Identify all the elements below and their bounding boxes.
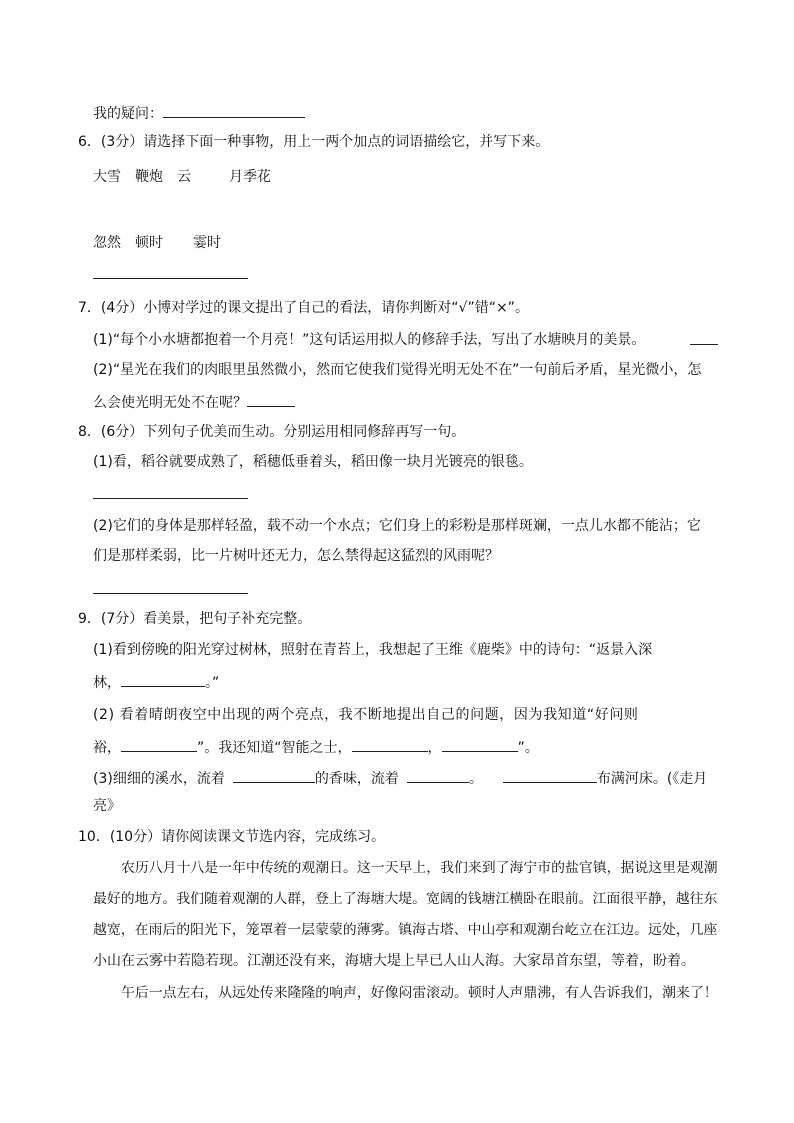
- option-thing: 月季花: [229, 169, 271, 185]
- question-6-header: 6．(3分）请选择下面一种事物，用上一两个加点的词语描绘它，并写下来。: [78, 134, 550, 150]
- passage-line: 午后一点左右，从远处传来隆隆的响声，好像闷雷滚动。顿时人声鼎沸，有人告诉我们，潮来了！: [121, 985, 718, 1001]
- question-6-words: [93, 233, 221, 253]
- question-9-item-3: [93, 766, 707, 789]
- item-text: 。”: [205, 675, 220, 691]
- answer-blank[interactable]: [233, 766, 315, 783]
- question-8-item-2-cont: 们是那样柔弱，比一片树叶还无力，怎么禁得起这猛烈的风雨呢？: [93, 548, 499, 564]
- item-text: ”。我还知道“智能之士，: [197, 740, 352, 756]
- answer-blank[interactable]: [163, 101, 305, 118]
- question-7-header: 7．(4分）小博对学过的课文提出了自己的看法，请你判断对“√”错“×”。: [78, 300, 529, 316]
- answer-line[interactable]: [93, 593, 248, 594]
- answer-line[interactable]: [93, 278, 248, 279]
- option-thing: 云: [177, 169, 191, 185]
- question-10-header: 10．(10分）请你阅读课文节选内容，完成练习。: [78, 829, 386, 845]
- item-text: ”。: [517, 740, 539, 756]
- answer-line[interactable]: [93, 498, 248, 499]
- item-text: 么会使光明无处不在呢？: [93, 395, 247, 411]
- answer-blank[interactable]: [121, 670, 205, 687]
- question-6-things: [93, 167, 271, 187]
- question-7-item-2: (2)“星光在我们的肉眼里虽然微小，然而它使我们觉得光明无处不在”一句前后矛盾，星光微小，怎: [93, 362, 702, 378]
- option-thing: 大雪: [93, 169, 121, 185]
- item-text: ，: [427, 740, 442, 756]
- question-8-header: 8．(6分）下列句子优美而生动。分别运用相同修辞再写一句。: [78, 424, 466, 440]
- item-text: 。: [468, 771, 483, 787]
- option-word: 顿时: [135, 235, 163, 251]
- option-word: 霎时: [193, 235, 221, 251]
- question-9-header: 9．(7分）看美景，把句子补充完整。: [78, 611, 312, 627]
- answer-blank[interactable]: [247, 390, 295, 407]
- item-text: (3)细细的溪水，流着: [93, 771, 225, 787]
- answer-blank[interactable]: [121, 735, 197, 752]
- question-8-item-1: (1)看，稻谷就要成熟了，稻穗低垂着头，稻田像一块月光镀亮的银毯。: [93, 454, 533, 470]
- question-7-item-1: [93, 330, 645, 350]
- question-9-item-1: (1)看到傍晚的阳光穿过树林，照射在青苔上，我想起了王维《鹿柴》中的诗句：“返景入深: [93, 642, 653, 658]
- item-text: 的香味，流着: [314, 771, 399, 787]
- question-9-item-3-cont: 亮》: [93, 798, 121, 814]
- answer-blank[interactable]: [503, 766, 597, 783]
- question-9-item-2-cont: [93, 735, 539, 758]
- answer-blank[interactable]: [352, 735, 428, 752]
- answer-blank[interactable]: [690, 344, 718, 345]
- option-thing: 鞭炮: [135, 169, 163, 185]
- item-text: 裕，: [93, 740, 121, 756]
- answer-blank[interactable]: [407, 766, 469, 783]
- option-word: 忽然: [93, 235, 121, 251]
- passage-line: 最好的地方。我们随着观潮的人群，登上了海塘大堤。宽阔的钱塘江横卧在眼前。江面很平静，越往东: [93, 891, 718, 907]
- passage-line: 农历八月十八是一年中传统的观潮日。这一天早上，我们来到了海宁市的盐官镇，据说这里是观潮: [121, 860, 718, 876]
- question-9-item-2: (2) 看着晴朗夜空中出现的两个亮点，我不断地提出自己的问题，因为我知道“好问则: [93, 707, 639, 723]
- passage-line: 小山在云雾中若隐若现。江潮还没有来，海塘大堤上早已人山人海。大家昂首东望，等着，盼着。: [93, 953, 695, 969]
- question-7-item-2-cont: [93, 390, 295, 413]
- question-9-item-1-cont: [93, 670, 219, 693]
- question-8-item-2: (2)它们的身体是那样轻盈，载不动一个水点；它们身上的彩粉是那样斑斓，一点儿水都不能沾；它: [93, 518, 701, 534]
- item-text: (1)“每个小水塘都抱着一个月亮！”这句话运用拟人的修辞手法，写出了水塘映月的美景。: [93, 332, 646, 348]
- my-question-line: [93, 101, 305, 124]
- passage-line: 越宽，在雨后的阳光下，笼罩着一层蒙蒙的薄雾。镇海古塔、中山亭和观潮台屹立在江边。远处，几座: [93, 922, 718, 938]
- item-text: 布满河床。(《走月: [596, 771, 708, 787]
- item-text: 林，: [93, 675, 121, 691]
- answer-blank[interactable]: [442, 735, 518, 752]
- my-question-label: 我的疑问：: [93, 106, 163, 122]
